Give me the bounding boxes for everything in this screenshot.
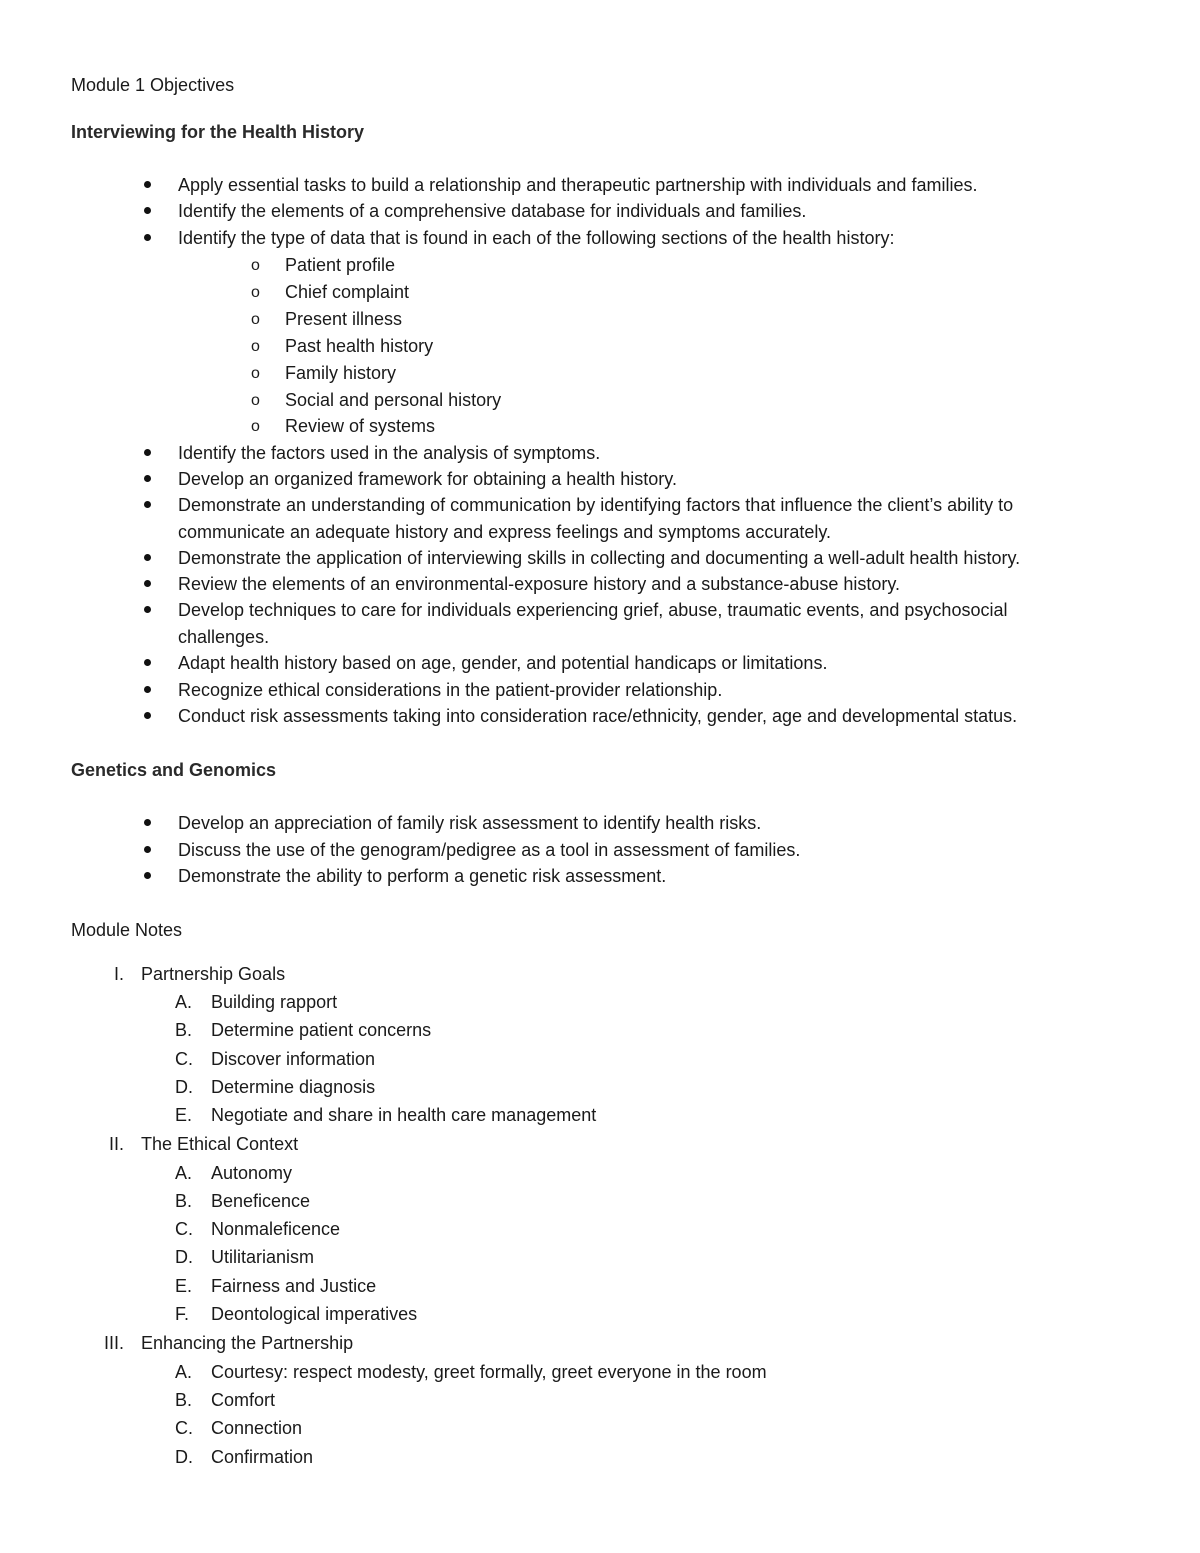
outline-item: Comfort (211, 1390, 276, 1410)
bullet-icon (144, 872, 151, 879)
bullet-icon (144, 234, 151, 241)
list-item: Review the elements of an environmental-exposure history and a substance-abuse history. (178, 574, 901, 594)
outline-letter: D. (175, 1447, 193, 1467)
outline-letter: A. (175, 992, 193, 1012)
list-item: Develop an organized framework for obtaining a health history. (178, 469, 677, 489)
outline-item: Negotiate and share in health care management (211, 1105, 597, 1125)
outline-letter: F. (175, 1304, 190, 1324)
sub-bullet-marker: o (251, 284, 260, 301)
sub-list-item: Past health history (285, 336, 434, 356)
list-item: Demonstrate the application of interviewing skills in collecting and documenting a well-adult health history. (178, 548, 1021, 568)
page-title: Module 1 Objectives (71, 75, 235, 95)
outline-letter: B. (175, 1020, 193, 1040)
outline-letter: A. (175, 1163, 193, 1183)
list-item: Develop an appreciation of family risk assessment to identify health risks. (178, 813, 762, 833)
list-item: Identify the factors used in the analysis of symptoms. (178, 443, 601, 463)
outline-heading: Enhancing the Partnership (141, 1333, 354, 1353)
notes-heading: Module Notes (71, 920, 183, 940)
outline-item: Connection (211, 1418, 303, 1438)
list-item: Identify the type of data that is found in each of the following sections of the health history: (178, 228, 895, 248)
section-title-genetics: Genetics and Genomics (71, 760, 277, 780)
outline-item: Building rapport (211, 992, 338, 1012)
bullet-icon (144, 554, 151, 561)
outline-letter: B. (175, 1390, 193, 1410)
outline-numeral: III. (103, 1333, 124, 1353)
outline-item: Courtesy: respect modesty, greet formally, greet everyone in the room (211, 1362, 767, 1382)
bullet-icon (144, 501, 151, 508)
list-item: Adapt health history based on age, gender, and potential handicaps or limitations. (178, 653, 828, 673)
list-item-continuation: communicate an adequate history and express feelings and symptoms accurately. (178, 522, 832, 542)
outline-item: Autonomy (211, 1163, 293, 1183)
list-item: Demonstrate an understanding of communication by identifying factors that influence the client’s ability to (178, 495, 1014, 515)
outline-heading: The Ethical Context (141, 1134, 299, 1154)
sub-list-item: Chief complaint (285, 282, 410, 302)
sub-bullet-marker: o (251, 311, 260, 328)
list-item: Apply essential tasks to build a relationship and therapeutic partnership with individuals and families. (178, 175, 978, 195)
sub-bullet-marker: o (251, 257, 260, 274)
bullet-icon (144, 181, 151, 188)
list-item: Develop techniques to care for individuals experiencing grief, abuse, traumatic events, and psychosocial (178, 600, 1008, 620)
bullet-icon (144, 475, 151, 482)
sub-list-item: Social and personal history (285, 390, 502, 410)
sub-bullet-marker: o (251, 365, 260, 382)
outline-numeral: II. (108, 1134, 124, 1154)
outline-letter: C. (175, 1219, 193, 1239)
outline-item: Beneficence (211, 1191, 311, 1211)
bullet-icon (144, 449, 151, 456)
sub-bullet-marker: o (251, 392, 260, 409)
outline-letter: D. (175, 1247, 193, 1267)
list-item: Conduct risk assessments taking into consideration race/ethnicity, gender, age and developmental status. (178, 706, 1018, 726)
outline-letter: A. (175, 1362, 193, 1382)
outline-item: Confirmation (211, 1447, 314, 1467)
bullet-icon (144, 659, 151, 666)
list-item: Demonstrate the ability to perform a genetic risk assessment. (178, 866, 667, 886)
outline-numeral: I. (113, 964, 124, 984)
bullet-icon (144, 819, 151, 826)
outline-letter: E. (175, 1105, 193, 1125)
outline-letter: C. (175, 1049, 193, 1069)
sub-list-item: Patient profile (285, 255, 396, 275)
sub-list-item: Family history (285, 363, 397, 383)
bullet-icon (144, 207, 151, 214)
bullet-icon (144, 686, 151, 693)
outline-heading: Partnership Goals (141, 964, 286, 984)
outline-letter: B. (175, 1191, 193, 1211)
sub-list-item: Review of systems (285, 416, 436, 436)
bullet-icon (144, 846, 151, 853)
outline-item: Deontological imperatives (211, 1304, 418, 1324)
outline-item: Nonmaleficence (211, 1219, 341, 1239)
bullet-icon (144, 606, 151, 613)
outline-item: Fairness and Justice (211, 1276, 377, 1296)
list-item: Identify the elements of a comprehensive database for individuals and families. (178, 201, 807, 221)
list-item: Recognize ethical considerations in the patient-provider relationship. (178, 680, 723, 700)
list-item-continuation: challenges. (178, 627, 270, 647)
outline-letter: E. (175, 1276, 193, 1296)
outline-item: Discover information (211, 1049, 376, 1069)
outline-item: Determine patient concerns (211, 1020, 432, 1040)
outline-letter: D. (175, 1077, 193, 1097)
bullet-icon (144, 712, 151, 719)
outline-letter: C. (175, 1418, 193, 1438)
sub-list-item: Present illness (285, 309, 403, 329)
section-title-interviewing: Interviewing for the Health History (71, 122, 365, 142)
bullet-icon (144, 580, 151, 587)
outline-item: Determine diagnosis (211, 1077, 376, 1097)
sub-bullet-marker: o (251, 418, 260, 435)
outline-item: Utilitarianism (211, 1247, 315, 1267)
list-item: Discuss the use of the genogram/pedigree as a tool in assessment of families. (178, 840, 801, 860)
sub-bullet-marker: o (251, 338, 260, 355)
